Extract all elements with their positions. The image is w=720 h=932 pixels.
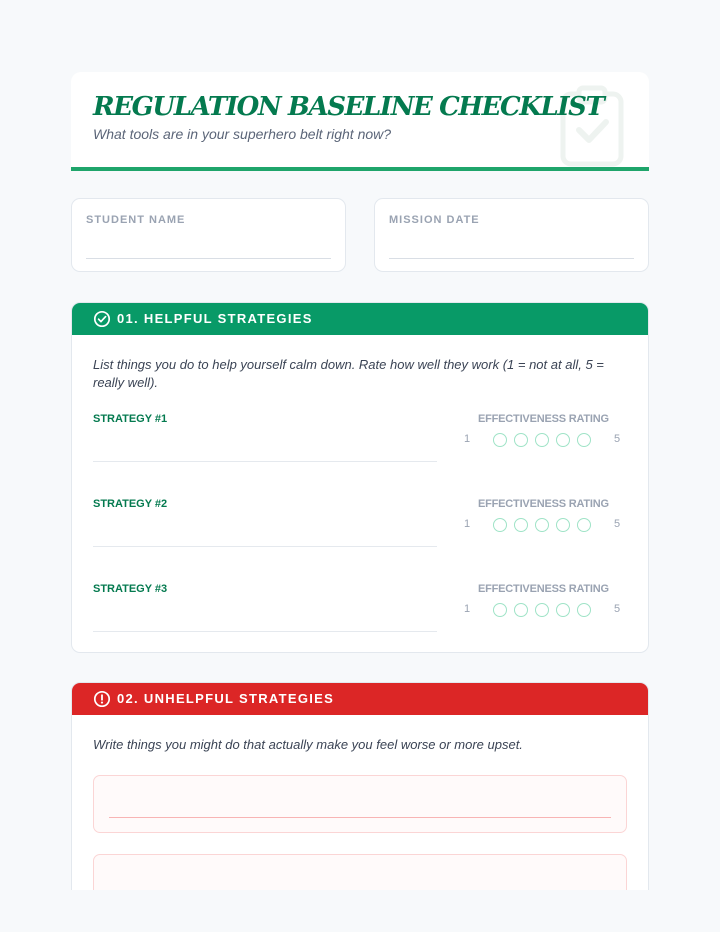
page-subtitle: What tools are in your superhero belt right now? [93, 126, 392, 142]
rating-option-1[interactable] [493, 603, 507, 617]
rating-option-3[interactable] [535, 433, 549, 447]
strategy-label: STRATEGY #3 [93, 583, 168, 595]
check-circle-icon [93, 310, 111, 328]
worksheet-header [71, 72, 649, 171]
strategy-underline [93, 461, 437, 462]
student-name-underline [86, 258, 331, 259]
strategy-underline [93, 631, 437, 632]
strategy-underline [93, 546, 437, 547]
scale-min: 1 [464, 603, 471, 615]
page-bottom-fade [0, 890, 720, 932]
unhelpful-entry-underline [109, 817, 611, 818]
unhelpful-instructions: Write things you might do that actually make you feel worse or more upset. [93, 737, 523, 752]
rating-option-2[interactable] [514, 518, 528, 532]
unhelpful-strategies-title: 02. UNHELPFUL STRATEGIES [117, 691, 335, 706]
scale-max: 5 [614, 603, 621, 615]
scale-min: 1 [464, 518, 471, 530]
helpful-strategies-header [72, 303, 648, 335]
rating-option-4[interactable] [556, 603, 570, 617]
rating-option-5[interactable] [577, 518, 591, 532]
unhelpful-strategies-header [72, 683, 648, 715]
page-title: REGULATION BASELINE CHECKLIST [93, 92, 604, 122]
rating-option-1[interactable] [493, 433, 507, 447]
helpful-instructions: List things you do to help yourself calm down. Rate how well they work (1 = not at all, 5 = really well). [93, 357, 604, 390]
strategy-input[interactable] [93, 429, 437, 459]
rating-option-2[interactable] [514, 603, 528, 617]
mission-date-field[interactable] [374, 198, 649, 272]
rating-option-5[interactable] [577, 433, 591, 447]
rating-option-3[interactable] [535, 518, 549, 532]
mission-date-underline [389, 258, 634, 259]
strategy-input[interactable] [93, 599, 437, 629]
effectiveness-rating-label: EFFECTIVENESS RATING [478, 583, 609, 595]
effectiveness-rating-label: EFFECTIVENESS RATING [478, 498, 609, 510]
student-name-label: STUDENT NAME [86, 214, 186, 226]
strategy-label: STRATEGY #1 [93, 413, 168, 425]
rating-option-5[interactable] [577, 603, 591, 617]
student-name-field[interactable] [71, 198, 346, 272]
mission-date-label: MISSION DATE [389, 214, 480, 226]
scale-max: 5 [614, 518, 621, 530]
strategy-input[interactable] [93, 514, 437, 544]
rating-option-2[interactable] [514, 433, 528, 447]
alert-circle-icon [93, 690, 111, 708]
rating-option-4[interactable] [556, 518, 570, 532]
effectiveness-rating-label: EFFECTIVENESS RATING [478, 413, 609, 425]
scale-max: 5 [614, 433, 621, 445]
strategy-label: STRATEGY #2 [93, 498, 168, 510]
rating-option-3[interactable] [535, 603, 549, 617]
helpful-strategies-title: 01. HELPFUL STRATEGIES [117, 311, 313, 326]
rating-option-4[interactable] [556, 433, 570, 447]
rating-option-1[interactable] [493, 518, 507, 532]
scale-min: 1 [464, 433, 471, 445]
helpful-strategies-section [71, 302, 649, 653]
unhelpful-entry-box[interactable] [93, 775, 627, 833]
